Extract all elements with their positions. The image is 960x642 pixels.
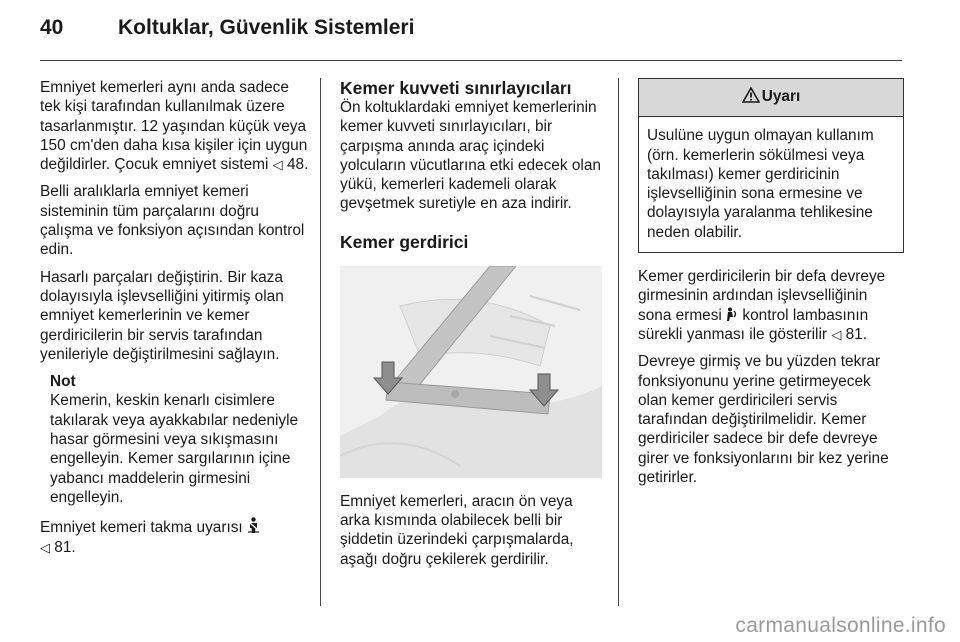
column-3 xyxy=(638,78,904,495)
warning-box xyxy=(638,78,904,253)
header-divider xyxy=(40,60,902,61)
warning-title: Uyarı xyxy=(761,88,801,105)
section-heading: Kemer kuvveti sınırlayıcıları xyxy=(340,78,572,98)
page-header xyxy=(40,16,900,48)
belt-tensioner-illustration xyxy=(340,266,602,478)
warning-text: Usulüne uygun olmayan kullanım (örn. kemerlerin sökülmesi veya takılması) kemer gerdiricinin işlevselliğinin sona ermesine ve dolayısıyla yaralanma tehlikesine neden olabilir. xyxy=(647,127,874,241)
paragraph: Devreye girmiş ve bu yüzden tekrar fonksiyonunu yerine getirmeyecek olan kemer gerdiricileri servis tarafından değiştirilmelidir. Kemer gerdiriciler sadece bir defe devreye girer ve fonksiyonlarını bir kez yerine getirirler. xyxy=(638,353,889,487)
paragraph: Hasarlı parçaları değiştirin. Bir kaza dolayısıyla işlevselliğini yitirmiş olan emniyet kemerlerinin ve kemer gerdiricilerin bir servis tarafından yenileriyle değiştirilmesini sağlayın. xyxy=(40,268,284,363)
reference-arrow-icon: ◁ xyxy=(40,539,50,555)
note-title: Not xyxy=(50,373,76,391)
column-divider xyxy=(618,78,619,606)
paragraph: Emniyet kemeri takma uyarısı ◁ 81. xyxy=(40,517,312,557)
page-title: Koltuklar, Güvenlik Sistemleri xyxy=(118,16,415,39)
warning-header xyxy=(639,79,903,117)
paragraph: Kemer gerdiricilerin bir defa devreye girmesinin ardından işlevselliğinin sona ermesi kontrol lambasının sürekli yanması ile gösterilir ◁ 81. xyxy=(638,268,886,343)
airbag-warning-icon xyxy=(726,307,738,322)
reference-arrow-icon: ◁ xyxy=(272,157,283,173)
note-block xyxy=(50,372,312,507)
watermark: carmanualsonline.info xyxy=(735,614,946,637)
paragraph: Emniyet kemerleri aynı anda sadece tek kişi tarafından kullanılmak üzere tasarlanmıştır. 12 yaşından küçük veya 150 cm'den daha kısa kişiler için uygun değildirler. Çocuk emniyet sistemi ◁ 48. xyxy=(40,79,309,174)
paragraph: Ön koltuklardaki emniyet kemerlerinin kemer kuvveti sınırlayıcıları, bir çarpışma anında araç içindeki yolcuların vücutlarına etki edecek olan yükü, kemerleri kademeli olarak gevşetmek suretiyle en aza indirir. xyxy=(340,99,601,213)
column-divider xyxy=(320,78,321,606)
figure-caption: Emniyet kemerleri, aracın ön veya arka kısmında olabilecek belli bir şiddetin üzerindeki çarpışmalarda, aşağı doğru çekilerek gerdirilir. xyxy=(340,492,574,568)
belt-tensioner-drawing xyxy=(340,266,602,478)
section-heading: Kemer gerdirici xyxy=(340,231,469,252)
warning-triangle-icon xyxy=(742,87,760,103)
note-text: Kemerin, keskin kenarlı cisimlere takılarak veya ayakkabılar nedeniyle hasar görmesini veya sıkışmasını engelleyin. Kemer sargılarının içine yabancı maddelerin girmesini engelleyin. xyxy=(50,392,299,506)
paragraph: Belli aralıklarla emniyet kemeri sisteminin tüm parçalarını doğru çalışma ve fonksiyon açısından kontrol edin. xyxy=(40,183,305,259)
page-number: 40 xyxy=(40,16,64,39)
column-1 xyxy=(40,78,312,565)
seatbelt-warning-icon xyxy=(247,517,260,534)
reference-arrow-icon: ◁ xyxy=(831,326,842,342)
column-2 xyxy=(340,78,602,577)
